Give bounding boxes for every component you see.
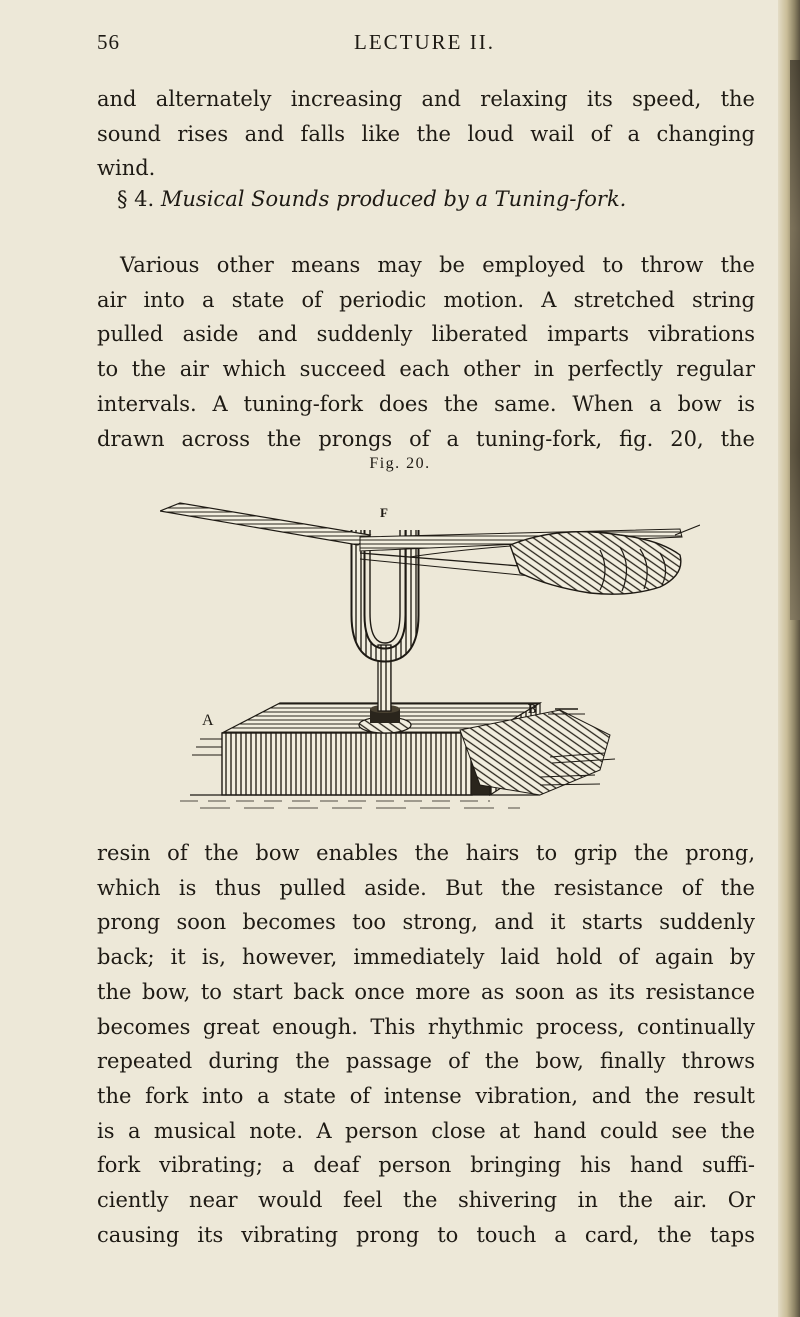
text-line: fork vibrating; a deaf person bringing his hand suffi-: [97, 1153, 755, 1178]
page-header: [97, 30, 752, 56]
label-f: F: [380, 505, 388, 520]
section-number: § 4.: [117, 187, 155, 211]
label-a: A: [202, 712, 214, 729]
text-line: which is thus pulled aside. But the resistance of the: [97, 875, 755, 900]
text-line: air into a state of periodic motion. A stretched string: [97, 287, 755, 312]
text-line: intervals. A tuning-fork does the same. When a bow is: [97, 391, 755, 416]
page-number: 56: [97, 30, 120, 54]
text-line: prong soon becomes too strong, and it starts suddenly: [97, 910, 755, 935]
text-line: the bow, to start back once more as soon as its resistance: [97, 979, 755, 1004]
text-line: causing its vibrating prong to touch a card, the taps: [97, 1222, 755, 1247]
text-line: wind.: [97, 156, 156, 181]
paragraph-top: [97, 82, 755, 186]
text-line: repeated during the passage of the bow, finally throws: [97, 1049, 755, 1074]
text-line: and alternately increasing and relaxing its speed, the: [97, 87, 755, 111]
figure-caption: Fig. 20.: [369, 455, 431, 472]
text-line: resin of the bow enables the hairs to grip the prong,: [97, 841, 755, 865]
running-head: LECTURE II.: [354, 30, 495, 54]
text-line: becomes great enough. This rhythmic process, continually: [97, 1014, 755, 1039]
page-edge-shadow: [778, 0, 800, 1317]
section-heading: [117, 187, 626, 211]
text-line: ciently near would feel the shivering in the air. Or: [97, 1188, 755, 1213]
binding-shadow: [790, 60, 800, 620]
text-line: to the air which succeed each other in perfectly regular: [97, 357, 755, 382]
paragraph-bottom: [97, 836, 755, 1252]
text-line: Various other means may be employed to throw the: [120, 253, 755, 277]
text-line: is a musical note. A person close at hand could see the: [97, 1118, 755, 1143]
label-b: B: [528, 701, 537, 716]
text-line: drawn across the prongs of a tuning-fork, fig. 20, the: [97, 426, 755, 451]
text-line: back; it is, however, immediately laid hold of again by: [97, 945, 755, 970]
text-line: sound rises and falls like the loud wail of a changing: [97, 121, 755, 146]
section-title: Musical Sounds produced by a Tuning-fork.: [160, 187, 627, 211]
text-line: pulled aside and suddenly liberated imparts vibrations: [97, 322, 755, 347]
paragraph-middle: [97, 248, 755, 456]
tuning-fork-illustration: [160, 495, 700, 820]
text-line: the fork into a state of intense vibration, and the result: [97, 1083, 755, 1108]
